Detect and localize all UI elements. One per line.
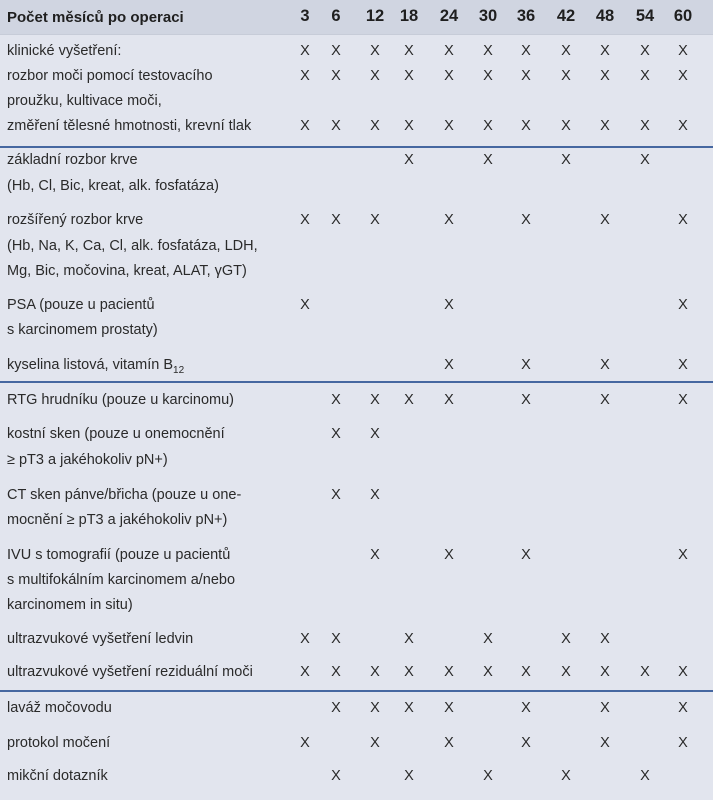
schedule-mark: X (521, 118, 531, 134)
schedule-mark: X (331, 43, 341, 59)
schedule-mark: X (600, 212, 610, 228)
schedule-mark: X (404, 118, 414, 134)
schedule-mark: X (600, 118, 610, 134)
schedule-mark: X (444, 392, 454, 408)
schedule-mark: X (483, 768, 493, 784)
schedule-mark: X (300, 664, 310, 680)
row-label: (Hb, Cl, Bic, kreat, alk. fosfatáza) (7, 178, 219, 194)
schedule-mark: X (561, 152, 571, 168)
schedule-mark: X (678, 357, 688, 373)
schedule-mark: X (561, 664, 571, 680)
schedule-mark: X (600, 664, 610, 680)
schedule-mark: X (444, 68, 454, 84)
row-label: proužku, kultivace moči, (7, 93, 162, 109)
header-divider (0, 34, 713, 35)
row-label: ≥ pT3 a jakéhokoliv pN+) (7, 452, 168, 468)
schedule-mark: X (370, 664, 380, 680)
schedule-mark: X (331, 487, 341, 503)
schedule-mark: X (444, 357, 454, 373)
row-label: Mg, Bic, močovina, kreat, ALAT, γGT) (7, 263, 247, 279)
schedule-mark: X (521, 212, 531, 228)
schedule-mark: X (444, 212, 454, 228)
row-label: mocnění ≥ pT3 a jakéhokoliv pN+) (7, 512, 228, 528)
row-label: RTG hrudníku (pouze u karcinomu) (7, 392, 235, 408)
schedule-mark: X (370, 735, 380, 751)
schedule-mark: X (640, 68, 650, 84)
schedule-mark: X (370, 68, 380, 84)
schedule-mark: X (300, 212, 310, 228)
schedule-mark: X (300, 118, 310, 134)
schedule-mark: X (600, 357, 610, 373)
schedule-mark: X (404, 631, 414, 647)
schedule-mark: X (678, 664, 688, 680)
schedule-mark: X (331, 68, 341, 84)
column-header-12: 12 (365, 7, 385, 25)
schedule-mark: X (640, 43, 650, 59)
schedule-mark: X (404, 700, 414, 716)
schedule-mark: X (600, 68, 610, 84)
schedule-mark: X (300, 631, 310, 647)
row-label: základní rozbor krve (7, 152, 138, 168)
schedule-mark: X (561, 631, 571, 647)
schedule-mark: X (521, 43, 531, 59)
row-label: IVU s tomografií (pouze u pacientů (7, 547, 231, 563)
row-label: ultrazvukové vyšetření reziduální moči (7, 664, 253, 680)
schedule-mark: X (483, 43, 493, 59)
schedule-mark: X (331, 212, 341, 228)
schedule-mark: X (678, 118, 688, 134)
schedule-mark: X (331, 392, 341, 408)
schedule-mark: X (521, 700, 531, 716)
schedule-mark: X (370, 700, 380, 716)
schedule-mark: X (370, 118, 380, 134)
column-header-6: 6 (331, 7, 341, 25)
row-label: protokol močení (7, 735, 111, 751)
schedule-mark: X (521, 357, 531, 373)
column-header-24: 24 (439, 7, 459, 25)
row-label: karcinomem in situ) (7, 597, 133, 613)
schedule-mark: X (678, 735, 688, 751)
schedule-mark: X (600, 392, 610, 408)
row-label: kyselina listová, vitamín $B_{12}$ (7, 357, 185, 376)
schedule-mark: X (561, 118, 571, 134)
row-label: klinické vyšetření: (7, 43, 122, 59)
column-header-18: 18 (399, 7, 419, 25)
schedule-mark: X (640, 118, 650, 134)
section-divider (0, 381, 713, 383)
schedule-mark: X (331, 118, 341, 134)
row-label: rozbor moči pomocí testovacího (7, 68, 213, 84)
column-header-54: 54 (635, 7, 655, 25)
schedule-mark: X (404, 392, 414, 408)
schedule-mark: X (678, 700, 688, 716)
schedule-mark: X (678, 212, 688, 228)
schedule-mark: X (404, 768, 414, 784)
column-header-60: 60 (673, 7, 693, 25)
header-label: Počet měsíců po operaci (7, 9, 184, 26)
schedule-mark: X (444, 118, 454, 134)
column-header-36: 36 (516, 7, 536, 25)
column-header-48: 48 (595, 7, 615, 25)
schedule-mark: X (640, 768, 650, 784)
schedule-mark: X (600, 631, 610, 647)
schedule-mark: X (640, 664, 650, 680)
section-divider (0, 146, 713, 148)
schedule-mark: X (370, 43, 380, 59)
schedule-mark: X (521, 392, 531, 408)
schedule-mark: X (600, 43, 610, 59)
schedule-mark: X (331, 664, 341, 680)
schedule-mark: X (600, 735, 610, 751)
row-label: kostní sken (pouze u onemocnění (7, 426, 225, 442)
schedule-mark: X (404, 664, 414, 680)
schedule-mark: X (444, 664, 454, 680)
schedule-mark: X (483, 68, 493, 84)
row-label: PSA (pouze u pacientů (7, 297, 155, 313)
schedule-mark: X (300, 43, 310, 59)
schedule-mark: X (331, 426, 341, 442)
schedule-mark: X (561, 768, 571, 784)
schedule-mark: X (331, 768, 341, 784)
column-header-42: 42 (556, 7, 576, 25)
schedule-mark: X (483, 118, 493, 134)
schedule-mark: X (444, 547, 454, 563)
schedule-mark: X (300, 297, 310, 313)
schedule-mark: X (521, 68, 531, 84)
row-label: s multifokálním karcinomem a/nebo (7, 572, 236, 588)
schedule-mark: X (561, 68, 571, 84)
column-header-30: 30 (478, 7, 498, 25)
schedule-mark: X (370, 487, 380, 503)
row-label: CT sken pánve/břicha (pouze u one- (7, 487, 242, 503)
schedule-mark: X (600, 700, 610, 716)
schedule-mark: X (640, 152, 650, 168)
row-label: (Hb, Na, K, Ca, Cl, alk. fosfatáza, LDH, (7, 238, 258, 254)
schedule-mark: X (300, 68, 310, 84)
schedule-mark: X (483, 631, 493, 647)
row-label: změření tělesné hmotnosti, krevní tlak (7, 118, 252, 134)
schedule-mark: X (370, 547, 380, 563)
column-header-3: 3 (300, 7, 310, 25)
schedule-mark: X (678, 392, 688, 408)
row-label: rozšířený rozbor krve (7, 212, 144, 228)
schedule-mark: X (678, 547, 688, 563)
schedule-mark: X (678, 297, 688, 313)
schedule-mark: X (678, 43, 688, 59)
row-label-subscript: 12 (173, 364, 185, 376)
schedule-mark: X (521, 547, 531, 563)
schedule-mark: X (331, 700, 341, 716)
schedule-mark: X (444, 297, 454, 313)
schedule-mark: X (300, 735, 310, 751)
schedule-mark: X (483, 664, 493, 680)
row-label: laváž močovodu (7, 700, 112, 716)
schedule-mark: X (521, 735, 531, 751)
schedule-mark: X (331, 631, 341, 647)
schedule-mark: X (370, 212, 380, 228)
schedule-mark: X (678, 68, 688, 84)
schedule-mark: X (370, 392, 380, 408)
row-label: ultrazvukové vyšetření ledvin (7, 631, 194, 647)
schedule-mark: X (404, 68, 414, 84)
schedule-mark: X (370, 426, 380, 442)
schedule-mark: X (521, 664, 531, 680)
row-label: mikční dotazník (7, 768, 108, 784)
schedule-mark: X (404, 43, 414, 59)
schedule-mark: X (444, 735, 454, 751)
schedule-mark: X (483, 152, 493, 168)
schedule-mark: X (404, 152, 414, 168)
row-label: s karcinomem prostaty) (7, 322, 158, 338)
schedule-mark: X (444, 700, 454, 716)
schedule-mark: X (561, 43, 571, 59)
section-divider (0, 690, 713, 692)
schedule-mark: X (444, 43, 454, 59)
